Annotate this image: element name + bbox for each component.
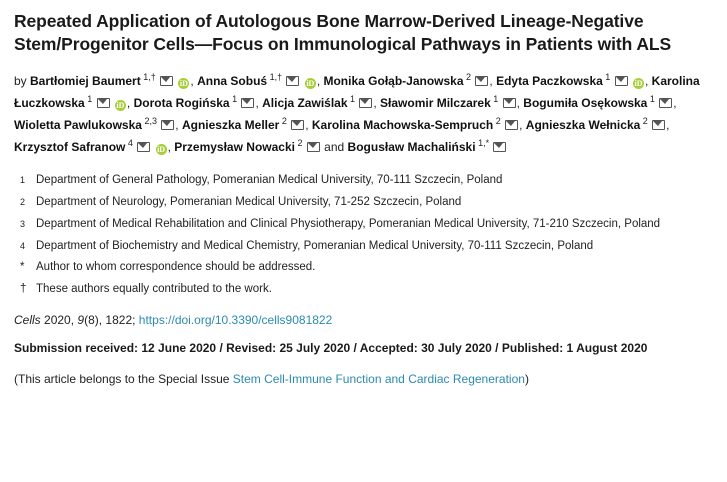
envelope-icon[interactable] <box>505 120 518 130</box>
author-separator: , <box>516 96 524 111</box>
author-name[interactable]: Przemysław Nowacki <box>174 140 295 155</box>
author-name[interactable]: Sławomir Milczarek <box>380 96 491 111</box>
author-separator: , <box>489 74 497 89</box>
author-separator: , <box>190 74 198 89</box>
orcid-icon[interactable]: iD <box>306 79 315 89</box>
author-name[interactable]: Karolina Łuczkowska <box>14 74 700 111</box>
affiliation-row <box>20 194 713 212</box>
author-separator: , <box>666 118 670 133</box>
author-name[interactable]: Bartłomiej Baumert <box>30 74 141 89</box>
envelope-icon[interactable] <box>503 98 516 108</box>
orcid-icon[interactable]: iD <box>116 101 125 111</box>
author-list <box>14 70 713 158</box>
author-separator: , <box>167 140 175 155</box>
affiliation-mark: 4 <box>20 240 26 251</box>
affiliation-mark: 2 <box>20 197 26 207</box>
special-issue-prefix: (This article belongs to the Special Issue <box>14 372 233 387</box>
citation-line <box>14 313 713 327</box>
affiliation-text: Department of Neurology, Pomeranian Medical University, 71-252 Szczecin, Poland <box>36 196 462 208</box>
envelope-icon[interactable] <box>615 76 628 86</box>
author-name[interactable]: Karolina Machowska-Sempruch <box>311 118 494 133</box>
affiliation-row <box>20 259 713 277</box>
special-issue-link[interactable]: Stem Cell-Immune Function and Cardiac Regeneration <box>232 372 525 387</box>
author-name[interactable]: Bogumiła Osękowska <box>523 96 648 111</box>
revised-date: Revised: 25 July 2020 <box>226 341 351 356</box>
author-name[interactable]: Krzysztof Safranow <box>14 140 126 155</box>
envelope-icon[interactable] <box>652 120 665 130</box>
citation-comma2: , <box>98 313 106 328</box>
author-separator: , <box>316 74 324 89</box>
affiliation-row <box>20 216 713 234</box>
citation-semicolon: ; <box>132 313 139 328</box>
author-affiliation-mark: 1,† <box>140 72 156 83</box>
citation-comma1: , <box>70 313 78 328</box>
author-affiliation-mark: 2 <box>279 116 287 127</box>
history-sep3: / <box>491 341 502 356</box>
author-affiliation-mark: 2 <box>640 116 648 127</box>
affiliation-mark: 1 <box>20 175 26 186</box>
author-affiliation-mark: 2 <box>294 138 303 149</box>
affiliation-list <box>14 172 713 299</box>
author-separator: and <box>320 140 348 155</box>
author-separator: , <box>305 118 312 133</box>
doi-link[interactable]: https://doi.org/10.3390/cells9081822 <box>138 313 333 328</box>
citation-volume: 9 <box>77 313 85 328</box>
author-separator: , <box>673 96 677 111</box>
publication-history <box>14 339 713 358</box>
envelope-icon[interactable] <box>307 142 320 152</box>
author-separator: , <box>175 118 182 133</box>
submission-received: Submission received: 12 June 2020 <box>14 341 217 356</box>
author-affiliation-mark: 2,3 <box>141 116 157 127</box>
author-name[interactable]: Wioletta Pawlukowska <box>14 118 142 133</box>
affiliation-mark: 3 <box>20 218 26 229</box>
author-name[interactable]: Agnieszka Wełnicka <box>525 118 641 133</box>
author-name[interactable]: Alicja Zawiślak <box>262 96 348 111</box>
author-affiliation-mark: 1,* <box>475 138 490 149</box>
affiliation-row <box>20 281 713 299</box>
affiliation-text: Department of General Pathology, Pomeranian Medical University, 70-111 Szczecin, Poland <box>36 174 503 187</box>
author-affiliation-mark: 1 <box>229 94 238 105</box>
affiliation-row <box>20 238 713 256</box>
affiliation-text: Department of Biochemistry and Medical Chemistry, Pomeranian Medical University, 70-111 Szczecin, Poland <box>36 239 594 252</box>
author-name[interactable]: Anna Sobuś <box>197 74 268 89</box>
envelope-icon[interactable] <box>137 142 150 152</box>
author-affiliation-mark: 2 <box>463 72 472 83</box>
orcid-icon[interactable]: iD <box>179 79 188 89</box>
orcid-icon[interactable]: iD <box>634 79 643 89</box>
author-name[interactable]: Bogusław Machaliński <box>347 140 476 155</box>
envelope-icon[interactable] <box>97 98 110 108</box>
history-sep1: / <box>216 341 227 356</box>
special-issue-suffix: ) <box>524 372 529 387</box>
author-affiliation-mark: 1 <box>84 94 93 105</box>
author-name[interactable]: Agnieszka Meller <box>181 118 280 133</box>
accepted-date: Accepted: 30 July 2020 <box>359 341 492 356</box>
author-affiliation-mark: 1 <box>602 72 611 83</box>
orcid-icon[interactable]: iD <box>157 145 166 155</box>
author-affiliation-mark: 1 <box>347 94 356 105</box>
envelope-icon[interactable] <box>160 76 173 86</box>
author-affiliation-mark: 2 <box>493 116 501 127</box>
author-name[interactable]: Edyta Paczkowska <box>496 74 603 89</box>
author-separator: , <box>645 74 652 89</box>
envelope-icon[interactable] <box>659 98 672 108</box>
author-name[interactable]: Monika Gołąb-Janowska <box>323 74 464 89</box>
affiliation-mark: † <box>20 283 27 296</box>
affiliation-text: These authors equally contributed to the work. <box>36 283 272 296</box>
affiliation-mark: * <box>20 261 25 274</box>
affiliation-text: Department of Medical Rehabilitation and Clinical Physiotherapy, Pomeranian Medical University, 71-210 Szczecin, Poland <box>36 217 661 230</box>
citation-year: 2020 <box>44 313 71 328</box>
envelope-icon[interactable] <box>291 120 304 130</box>
author-affiliation-mark: 1 <box>647 94 655 105</box>
author-by-label: by <box>14 74 31 89</box>
envelope-icon[interactable] <box>359 98 372 108</box>
author-separator: , <box>373 96 381 111</box>
citation-article: 1822 <box>105 313 133 328</box>
author-separator: , <box>519 118 526 133</box>
journal-name: Cells <box>14 313 41 328</box>
envelope-icon[interactable] <box>161 120 174 130</box>
citation-issue: (8) <box>84 313 99 328</box>
author-separator: , <box>255 96 263 111</box>
affiliation-text: Author to whom correspondence should be addressed. <box>36 261 316 274</box>
author-affiliation-mark: 1,† <box>267 72 283 83</box>
page-title: Repeated Application of Autologous Bone Marrow-Derived Lineage-Negative Stem/Progenitor Cells—Focus on Immunological Pathways in Patients with ALS <box>14 11 672 55</box>
author-affiliation-mark: 1 <box>490 94 499 105</box>
affiliation-row <box>20 172 713 190</box>
published-date: Published: 1 August 2020 <box>501 341 648 356</box>
envelope-icon[interactable] <box>475 76 488 86</box>
author-affiliation-mark: 4 <box>125 138 133 149</box>
history-sep2: / <box>350 341 360 356</box>
envelope-icon[interactable] <box>493 142 506 152</box>
special-issue-note <box>14 372 713 386</box>
envelope-icon[interactable] <box>241 98 254 108</box>
author-name[interactable]: Dorota Rogińska <box>133 96 230 111</box>
envelope-icon[interactable] <box>286 76 299 86</box>
author-separator: , <box>126 96 134 111</box>
